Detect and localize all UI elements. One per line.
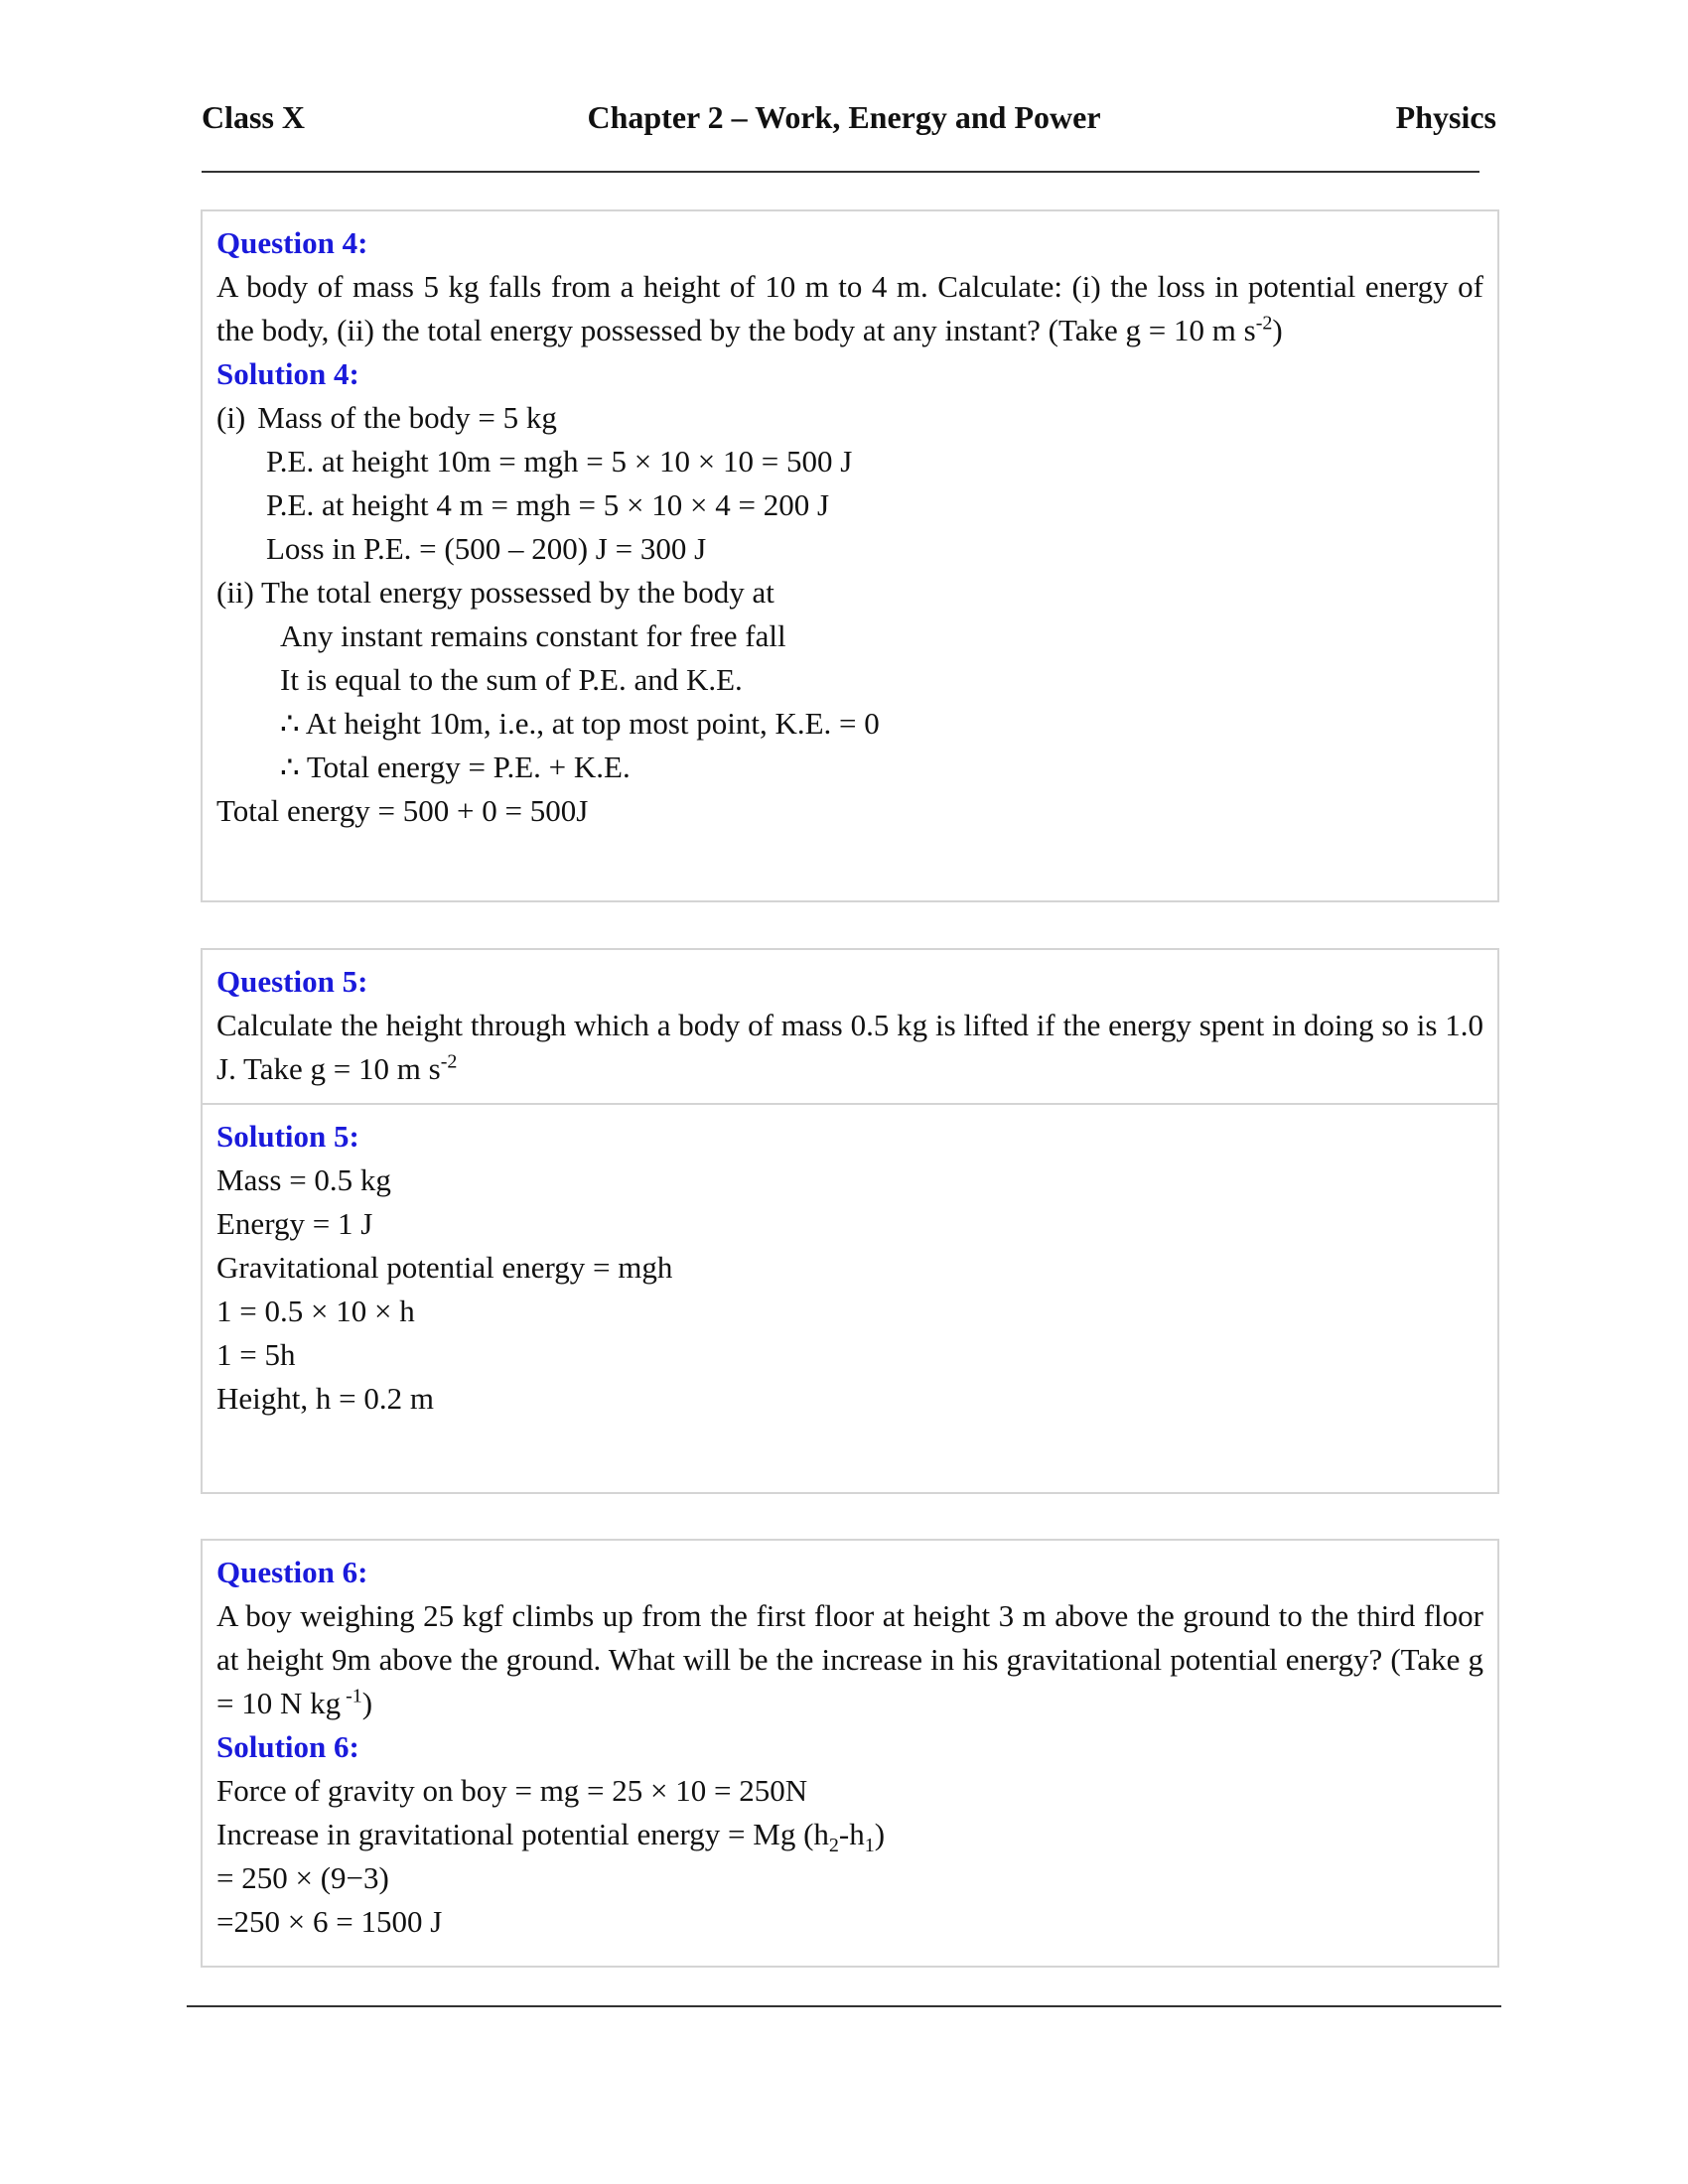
solution-4-step: ∴ At height 10m, i.e., at top most point, K.E. = 0 xyxy=(280,706,880,741)
question-4-box xyxy=(201,209,1499,902)
solution-6-step: Increase in gravitational potential energy = Mg $(h_2-h_1)$ xyxy=(216,1817,886,1857)
class-label: Class X xyxy=(202,99,306,135)
solution-5-step: Height, h = 0.2 m xyxy=(216,1381,434,1416)
subject-label: Physics xyxy=(1395,99,1496,135)
question-4-text: A body of mass 5 kg falls from a height of 10 m to 4 m. Calculate: (i) the loss in potential energy of the body, (ii) the total energy possessed by the body at any instant? (Take g = 10 m $s^{-2}$) xyxy=(216,269,1483,347)
solution-4-step: ∴ Total energy = P.E. + K.E. xyxy=(280,750,631,784)
chapter-title: Chapter 2 – Work, Energy and Power xyxy=(587,99,1101,135)
solution-4-part-i: (i) Mass of the body = 5 kg xyxy=(216,400,557,435)
solution-4-label: Solution 4: xyxy=(216,356,359,391)
solution-4-step: Loss in P.E. = (500 – 200) J = 300 J xyxy=(266,531,707,566)
solution-6-step: =250 × 6 = 1500 J xyxy=(216,1904,443,1939)
solution-4-part-ii: (ii) The total energy possessed by the body at xyxy=(216,575,774,610)
solution-4-step: P.E. at height 10m = mgh = 5 × 10 × 10 = 500 J xyxy=(266,444,853,478)
solution-5-step: Mass = 0.5 kg xyxy=(216,1162,391,1197)
solution-6-step: = 250 × (9−3) xyxy=(216,1860,389,1895)
solution-6-label: Solution 6: xyxy=(216,1729,359,1764)
solution-5-step: Gravitational potential energy = mgh xyxy=(216,1250,673,1285)
question-solution-divider xyxy=(203,1103,1497,1105)
solution-4-total: Total energy = 500 + 0 = 500J xyxy=(216,793,589,828)
question-5-box xyxy=(201,948,1499,1494)
question-6-label: Question 6: xyxy=(216,1555,368,1589)
question-5-text: Calculate the height through which a body of mass 0.5 kg is lifted if the energy spent in doing so is 1.0 J. Take g = 10 m $s^{-2}$ xyxy=(216,1008,1483,1086)
question-6-box xyxy=(201,1539,1499,1968)
solution-5-label: Solution 5: xyxy=(216,1119,359,1154)
solution-5-step: Energy = 1 J xyxy=(216,1206,373,1241)
solution-4-step: Any instant remains constant for free fall xyxy=(280,618,786,653)
solution-6-step: Force of gravity on boy = mg = 25 × 10 = 250N xyxy=(216,1773,808,1808)
solution-4-step: It is equal to the sum of P.E. and K.E. xyxy=(280,662,743,697)
question-6-text: A boy weighing 25 kgf climbs up from the first floor at height 3 m above the ground to the third floor at height 9m above the ground. What will be the increase in his gravitational potential energy? (Take g = 10 N kg $^{-1}$) xyxy=(216,1598,1483,1720)
solution-5-step: 1 = 5h xyxy=(216,1337,296,1372)
header-rule xyxy=(202,171,1479,173)
solution-4-step: P.E. at height 4 m = mgh = 5 × 10 × 4 = 200 J xyxy=(266,487,830,522)
question-5-label: Question 5: xyxy=(216,964,368,999)
question-4-label: Question 4: xyxy=(216,225,368,260)
solution-5-step: 1 = 0.5 × 10 × h xyxy=(216,1294,415,1328)
footer-rule xyxy=(187,2005,1501,2007)
